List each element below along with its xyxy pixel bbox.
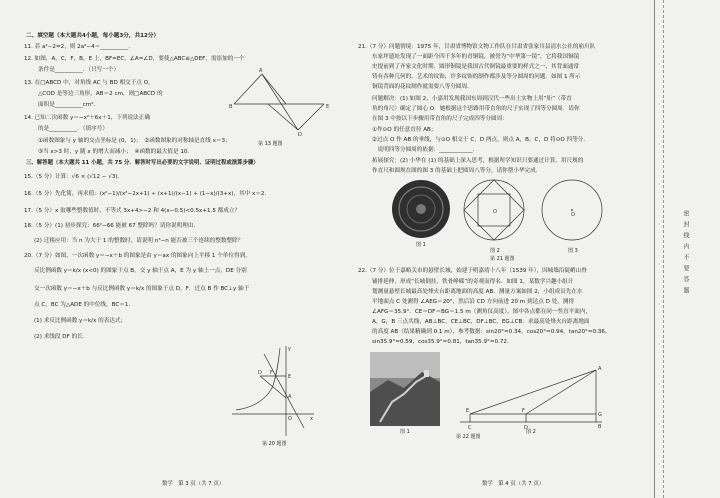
- figure-21-3-caption: 图 3: [568, 248, 578, 254]
- question-14-option-1: ①函数图象与 y 轴的交点坐标是 (0，1)； ②函数图象的对称轴是直线 x＝3；: [38, 138, 231, 144]
- question-13: 13. 在□ABCD 中，对角线 AC 与 BD 相交于点 O，: [24, 80, 154, 86]
- right-page: [352, 0, 654, 498]
- question-20-line3: 交一次函数 y＝−x＋b 与反比例函数 y＝k/x 的图象于点 D，F．过点 B 作 BC⊥y 轴于: [34, 286, 250, 292]
- question-21-step-2: ②过点 O 作 AB 的垂线，与⊙O 相交于 C，D 两点，则点 A，B，C，D 将⊙O 四等分．: [372, 137, 589, 143]
- svg-text:x: x: [310, 416, 313, 422]
- question-21: 21.（7 分）问题情境：1975 年，甘肃省博物馆文物工作队在甘肃省张家川县清水公社的崩川队: [358, 44, 596, 50]
- seal-line: [663, 0, 664, 498]
- svg-text:O: O: [493, 209, 497, 215]
- question-14-option-2: ③当 x>3 时，y 随 x 的增大而减小； ④函数的最大值是 10.: [38, 149, 190, 155]
- question-22-line5: ∠AFG＝35.9°．CE＝DF＝BG＝1.5 m（测角仪高度），图中各点都在同一竖直平面内，: [372, 309, 592, 315]
- binding-strip: [654, 0, 720, 498]
- svg-text:G: G: [598, 412, 602, 418]
- question-22-line4: 平地面点 C 处测得 ∠AEG＝20°，然后沿 CD 方向前进 20 m 到达点 D 处，测得: [372, 299, 575, 305]
- question-14-line2: 的是__________．（填序号）: [38, 126, 108, 132]
- seal-line-notice: 密封线内不要答题: [682, 210, 689, 298]
- question-18-part-2: (2) 迁移应用：当 n 为大于 1 的整数时，请说明 n³−n 能否被三个连续的整数整除？: [34, 238, 244, 244]
- question-11: 11. 若 a²−2=2，则 2a²−4＝__________.: [24, 44, 130, 50]
- figure-21-1-caption: 图 1: [416, 242, 426, 248]
- section-2-heading: 二、填空题（本大题共4小题，每小题3分，共12分）: [26, 33, 160, 39]
- svg-text:A: A: [598, 366, 602, 372]
- left-page: [0, 0, 348, 498]
- svg-text:B: B: [229, 104, 233, 110]
- left-footer: 数学 第 3 页（共 7 页）: [162, 481, 225, 487]
- section-3-heading: 三、解答题（本大题共 11 小题，共 75 分．解答时写出必要的文字说明、证明过程或演算步骤）: [26, 160, 259, 166]
- question-15: 15.（5 分）计算：√6 × (√12 − √3)．: [24, 174, 124, 180]
- svg-text:F: F: [270, 370, 273, 376]
- figure-22-2-caption: 图 2: [526, 429, 536, 435]
- svg-text:D: D: [258, 370, 262, 376]
- question-21-step-1: ①作⊙O 的任意直径 AB；: [372, 127, 437, 133]
- question-14: 14. 已知二次函数 y＝−x²＋6x＋1，下列说法正确: [24, 115, 150, 121]
- svg-text:O: O: [288, 416, 292, 422]
- svg-text:E: E: [326, 104, 330, 110]
- question-20-line2: 反比例函数 y＝k/x (x<0) 的图象于点 B，交 y 轴于点 A，E 为 y 轴上一点，DE 分别: [34, 268, 247, 274]
- figure-13-caption: 第 13 题图: [258, 141, 283, 147]
- question-12: 12. 如图，A，C，F，B，E 上，BF=EC，∠A=∠D，要使△ABC≌△DEF，需添加的一个: [24, 56, 245, 62]
- figure-22-2: [456, 362, 606, 432]
- figure-13: [228, 66, 336, 136]
- figure-22-caption: 第 22 题图: [456, 434, 481, 440]
- svg-text:y: y: [288, 346, 291, 352]
- svg-text:D: D: [298, 132, 302, 136]
- question-21-line7: 角的角尺）确定了圆心 O．她根据这个思路用带直角的尺子实现了四等分圆周．请你: [372, 106, 580, 112]
- question-13-line2: △COD 是等边三角形，AB＝2 cm，则□ABCD 的: [38, 91, 163, 97]
- figure-21-caption: 第 21 题图: [490, 256, 515, 262]
- svg-text:D: D: [524, 425, 528, 431]
- question-21-line3: 史提前到了齐家文化时期．圆形铜镜是我国古代铜镜最重要的样式之一，其背面通常: [372, 64, 579, 70]
- figure-20-caption: 第 20 题图: [262, 441, 287, 447]
- figure-20: [230, 342, 316, 438]
- question-13-line3: 面积是__________cm².: [38, 102, 96, 108]
- figure-21-1-bronze-mirror: [390, 178, 452, 240]
- svg-text:E: E: [466, 408, 470, 414]
- question-22-line6: A，G，B 三点共线，AB⊥BC，CE⊥BC，DF⊥BC，EG⊥CB．求最高处烽火台距离地面: [372, 319, 590, 325]
- right-footer: 数学 第 4 页（共 7 页）: [482, 481, 545, 487]
- svg-text:A: A: [259, 68, 263, 74]
- question-21-basis: 说明四等分圆周的依据：____________．: [372, 147, 479, 153]
- svg-text:F: F: [522, 408, 525, 414]
- question-21-extension-line2: 作直尺和圆规在图的图 3 的基础上把圆周八等分，请你帮小华完成．: [372, 168, 542, 174]
- question-20-line4: 点 C，BC 为△ADE 的中位线，BC＝1.: [34, 302, 131, 308]
- question-22: 22.（7 分）位于嘉峪关市的悬壁长城，始建于明嘉靖十八年（1539 年），因城墙沿陡峭山脊: [358, 268, 587, 274]
- figure-21-2-caption: 图 2: [490, 248, 500, 254]
- question-22-line2: 铺排延伸，形成“长城倒挂，铁骨峥嵘”的奇观而得名．如图 1，某数学兴趣小组计: [372, 279, 574, 285]
- svg-text:E: E: [288, 374, 292, 380]
- question-21-line4: 铸有各种几何的、艺术的纹饰，许多纹饰的制作都涉及等分圆周的问题．如图 1 所示: [372, 74, 581, 80]
- question-16: 16.（5 分）先化简，再求值：(x²−1)/(x²−2x+1) ÷ (x+1)/(x−1) + (1−x)/(3+x)，其中 x＝2.: [24, 191, 267, 197]
- svg-text:C: C: [468, 425, 472, 431]
- question-22-line8: sin35.9°≈0.59，cos35.9°≈0.81，tan35.9°≈0.72.: [372, 339, 509, 345]
- question-21-line8: 在图 3 中按以下步骤用带直角的尺子完成四等分圆周：: [372, 116, 508, 122]
- question-21-extension: 拓展探究：(2) 小华在 (1) 的基础上深入思考，根据所学知识只要通过计算，用尺规的: [372, 158, 584, 164]
- great-wall-photo: [370, 352, 440, 426]
- question-22-line7: 的高度 AB（结果精确到 0.1 m），参考数据：sin20°≈0.34，cos20°≈0.94，tan20°≈0.36，: [372, 329, 611, 335]
- question-12-line2: 条件是__________．（只写一个）: [38, 67, 120, 73]
- question-20-part-1: (1) 求反比例函数 y＝k/x 的表达式；: [34, 318, 127, 324]
- question-21-line6: 问题解决：(1) 如图 2，小嘉用发现我国东周到汉代一些出土实物上用“矩”（带直: [372, 96, 572, 102]
- question-21-line2: 东家坪遗址发现了一面距今四千多年的青铜镜，被誉为“中华第一镜”，它将我国铜镜: [372, 54, 580, 60]
- question-21-line5: 铜镜背面的花纹制作就需要八等分圆周．: [372, 84, 473, 90]
- svg-text:O: O: [571, 212, 575, 218]
- figure-21-3: [536, 174, 608, 246]
- question-17: 17.（5 分）x 取哪些整数值时，不等式 3x+4>−2 和 4(x−0.5)<0.5x+1.5 都成立？: [24, 208, 241, 214]
- question-20-part-2: (2) 求线段 DF 的长．: [34, 334, 89, 340]
- question-22-line3: 划测量悬壁长城最高处烽火台距离地面的高度 AB．测量方案如图 2，小组成员先在水: [372, 289, 583, 295]
- question-18: 18.（5 分）(1) 初步探究：66²−66 能被 67 整除吗？请你说明理由．: [24, 223, 200, 229]
- question-20: 20.（7 分）如图，一次函数 y＝−x＋b 的图象是由 y＝ax 的图象向上平移 1 个单位得到，: [24, 253, 251, 259]
- svg-text:A: A: [288, 394, 292, 400]
- figure-22-1-caption: 图 1: [400, 429, 410, 435]
- svg-text:B: B: [598, 424, 602, 430]
- figure-21-2: [458, 174, 530, 246]
